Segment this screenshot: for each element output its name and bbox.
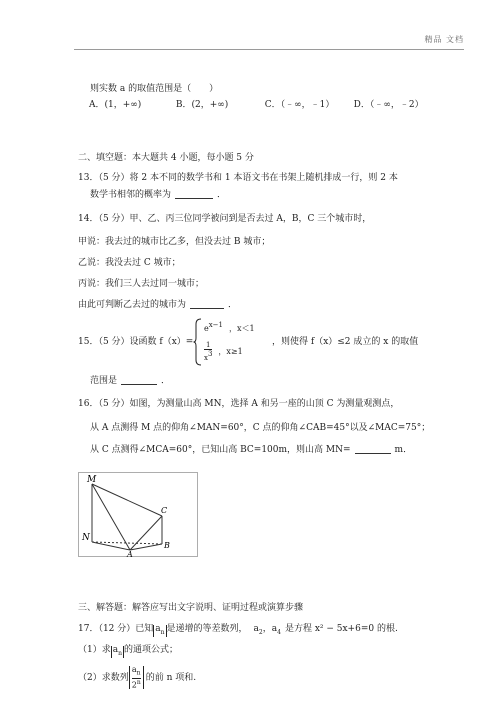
q16-text: 从 C 点测得∠MCA=60°，已知山高 BC=100m，则山高 MN= (90, 445, 351, 455)
q17-tail: 是方程 x² − 5x+6=0 的根. (284, 624, 398, 634)
q15-case1 (204, 321, 255, 334)
q14-line5 (78, 299, 237, 311)
q15-case2 (204, 341, 243, 362)
header-divider (74, 49, 464, 50)
page-header: 精品 文档 (424, 35, 464, 44)
q16-line3 (90, 444, 412, 456)
q17-part1 (78, 644, 178, 658)
q17-a2-sub: 2 (258, 628, 263, 636)
q17-part2 (78, 666, 196, 689)
q14-line3: 乙说：我没去过 C 城市； (78, 258, 181, 268)
q17-part1-seq-a: a (112, 645, 119, 655)
q13-answer-blank (175, 189, 213, 199)
q17-part1-seq-sub: n (118, 649, 122, 657)
q16-figure (78, 472, 198, 557)
q17-part2-num: a (131, 665, 137, 674)
q17-part1-lead: （1）求 (78, 645, 111, 655)
prev-question-stem: 则实数 a 的取值范围是（ ） (90, 84, 219, 94)
figure-label-b: B (164, 541, 170, 550)
q15-case2-base: x (204, 354, 208, 362)
q15-case1-condition: ，x＜1 (229, 324, 255, 333)
q17-part1-seq (111, 646, 124, 658)
figure-label-c: C (161, 506, 168, 515)
q17-seq (153, 625, 166, 637)
q17-lead: 17．（12 分）已知 (78, 624, 154, 634)
q17-a2: a (253, 624, 259, 634)
q15-case2-denominator: 3 (207, 350, 213, 358)
q17-seq-sub: n (160, 628, 165, 636)
q14-line2: 甲说：我去过的城市比乙多，但没去过 B 城市； (78, 237, 271, 247)
q13-line1: 13．（5 分）将 2 本不同的数学书和 1 本语文书在书架上随机排成一行，则 2 本 (78, 173, 398, 183)
q17-part2-num-sub: n (136, 669, 141, 677)
q14-text: 由此可判断乙去过的城市为 (78, 300, 187, 310)
q17-a4-sub: 4 (277, 628, 281, 636)
option-b: B．(2，+∞) (175, 100, 229, 110)
q15-case1-exponent: x−1 (208, 321, 224, 329)
q17-a4: a (271, 624, 278, 634)
q14-answer-blank (190, 299, 224, 309)
q15-case2-condition: ，x≥1 (218, 346, 243, 356)
q14-end: ． (228, 300, 238, 310)
option-d: D．（﹣∞，﹣2） (353, 100, 424, 110)
q15-tail: ，则使得 f（x）≤2 成立的 x 的取值 (272, 337, 419, 347)
section-3-title: 三、解答题：解答应写出文字说明、证明过程或演算步骤 (78, 603, 304, 613)
q13-end: ． (217, 190, 227, 200)
q16-end: m． (394, 445, 413, 455)
q17-part2-den: 2 (131, 680, 137, 690)
q17-part1-tail: 的通项公式； (123, 645, 178, 655)
q15-line2 (90, 375, 170, 387)
q15-case2-numerator: 1 (205, 341, 211, 349)
figure-frame (79, 473, 198, 557)
q17-line1 (78, 623, 398, 639)
piecewise-brace (193, 318, 202, 366)
q13-line2 (90, 189, 226, 201)
prev-question-options (89, 99, 424, 111)
q15-answer-blank (121, 375, 157, 385)
option-a: A．(1，+∞) (89, 100, 142, 110)
q15-case2-fraction (204, 341, 212, 362)
q17-part2-den-sup: n (136, 678, 141, 686)
q17-part2-tail: 的前 n 项和. (145, 673, 197, 684)
figure-label-n: N (82, 533, 90, 543)
figure-label-a: A (127, 550, 133, 557)
q14-line4: 丙说：我们三人去过同一城市； (78, 279, 205, 289)
q15-text: 范围是 (90, 376, 118, 386)
q14-line1: 14．（5 分）甲、乙、丙三位同学被问到是否去过 A，B，C 三个城市时， (78, 214, 372, 224)
q13-text: 数学书相邻的概率为 (90, 190, 172, 200)
q16-answer-blank (355, 444, 391, 454)
option-c: C．（﹣∞，﹣1） (264, 100, 335, 110)
q17-seq-a: a (155, 624, 161, 634)
figure-label-m: M (87, 475, 97, 485)
q17-part2-fraction (129, 666, 144, 689)
section-2-title: 二、填空题：本大题共 4 小题，每小题 5 分 (78, 153, 254, 163)
q15-lead: 15．（5 分）设函数 f（x）= (78, 337, 194, 347)
q16-line2: 从 A 点测得 M 点的仰角∠MAN=60°，C 点的仰角∠CAB=45°以及∠MAC=75°； (90, 423, 431, 433)
q15-case1-base: e (204, 324, 209, 333)
q17-comma: ， (262, 624, 272, 634)
q16-line1: 16．（5 分）如图，为测量山高 MN，选择 A 和另一座的山顶 C 为测量观测点， (78, 399, 400, 409)
q15-end: ． (161, 376, 171, 386)
q17-mid: 是递增的等差数列， (166, 624, 248, 634)
q17-part2-lead: （2）求数列 (78, 673, 129, 684)
